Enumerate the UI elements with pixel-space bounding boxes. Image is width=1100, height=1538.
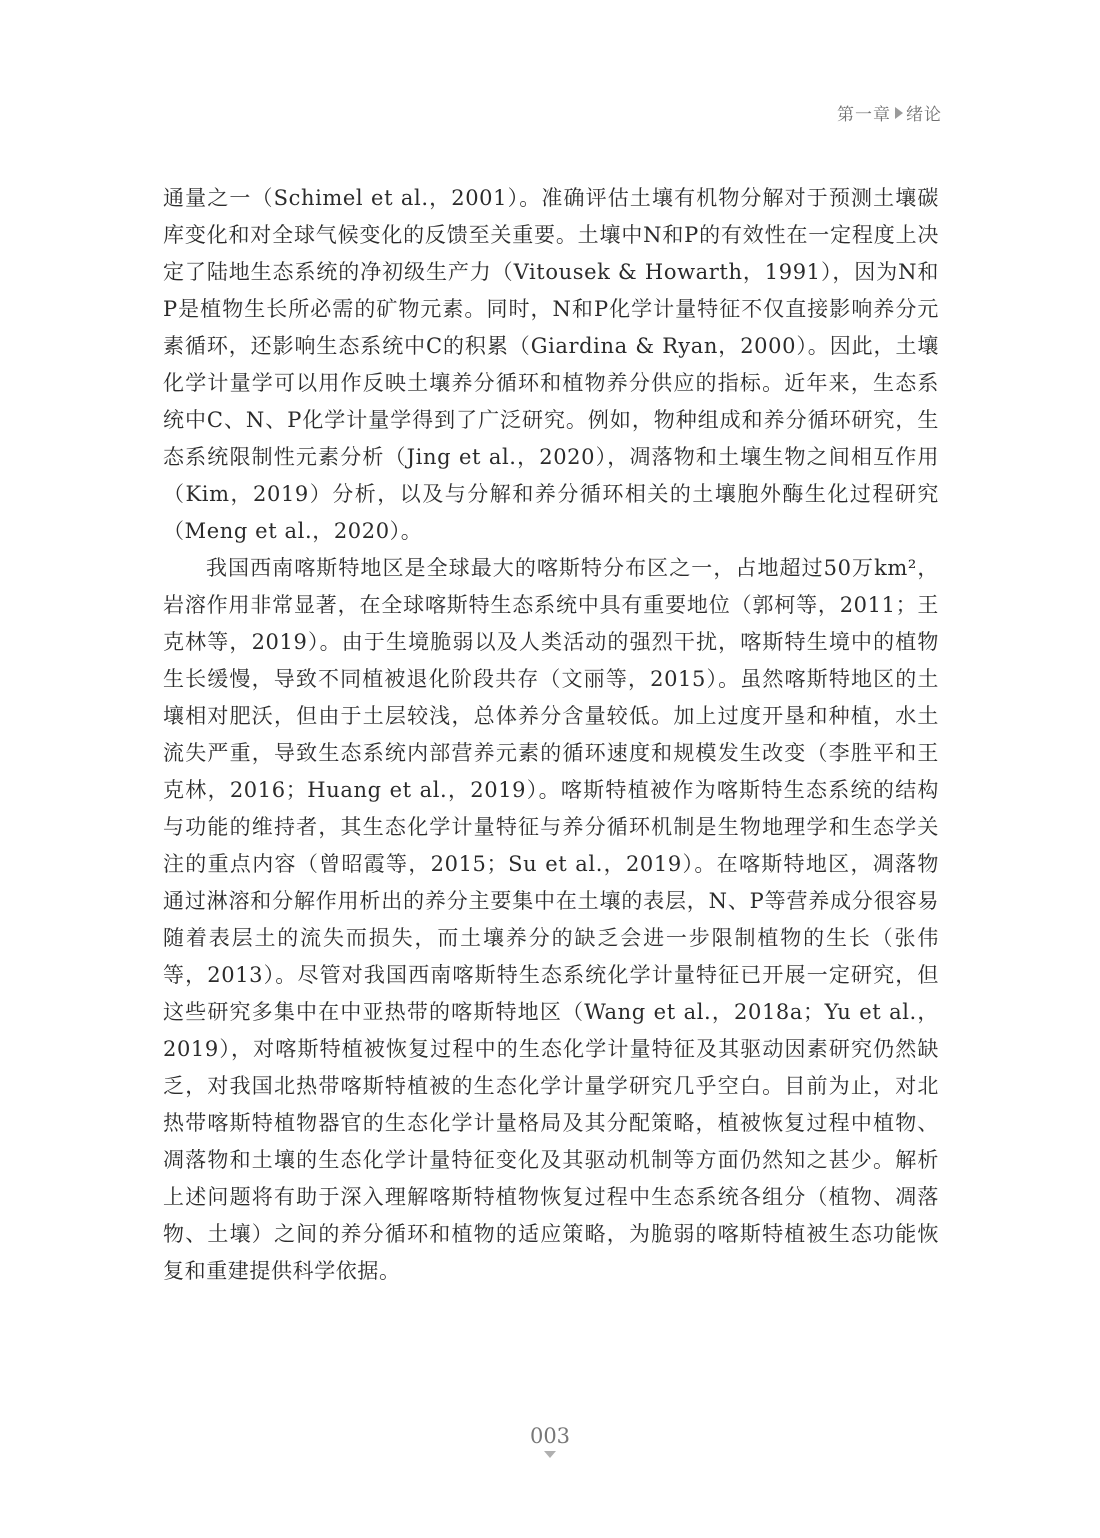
page-number: 003 [529, 1424, 571, 1448]
triangle-down-icon [544, 1451, 556, 1458]
triangle-right-icon [895, 107, 903, 119]
body-text [163, 180, 939, 1290]
paragraph-2: 我国西南喀斯特地区是全球最大的喀斯特分布区之一，占地超过50万km²，岩溶作用非常显著，在全球喀斯特生态系统中具有重要地位（郭柯等，2011；王克林等，2019）。由于生境脆弱以及人类活动的强烈干扰，喀斯特生境中的植物生长缓慢，导致不同植被退化阶段共存（文丽等，2015）。虽然喀斯特地区的土壤相对肥沃，但由于土层较浅，总体养分含量较低。加上过度开垦和种植，水土流失严重，导致生态系统内部营养元素的循环速度和规模发生改变（李胜平和王克林，2016；Huang et al.，2019）。喀斯特植被作为喀斯特生态系统的结构与功能的维持者，其生态化学计量特征与养分循环机制是生物地理学和生态学关注的重点内容（曾昭霞等，2015；Su et al.，2019）。在喀斯特地区，凋落物通过淋溶和分解作用析出的养分主要集中在土壤的表层，N、P等营养成分很容易随着表层土的流失而损失，而土壤养分的缺乏会进一步限制植物的生长（张伟等，2013）。尽管对我国西南喀斯特生态系统化学计量特征已开展一定研究，但这些研究多集中在中亚热带的喀斯特地区（Wang et al.，2018a；Yu et al.，2019），对喀斯特植被恢复过程中的生态化学计量特征及其驱动因素研究仍然缺乏，对我国北热带喀斯特植被的生态化学计量学研究几乎空白。目前为止，对北热带喀斯特植物器官的生态化学计量格局及其分配策略，植被恢复过程中植物、凋落物和土壤的生态化学计量特征变化及其驱动机制等方面仍然知之甚少。解析上述问题将有助于深入理解喀斯特植物恢复过程中生态系统各组分（植物、凋落物、土壤）之间的养分循环和植物的适应策略，为脆弱的喀斯特植被生态功能恢复和重建提供科学依据。 [163, 556, 939, 1283]
chapter-label: 第一章 [837, 105, 891, 125]
running-header [837, 100, 942, 125]
paragraph-1: 通量之一（Schimel et al.，2001）。准确评估土壤有机物分解对于预测土壤碳库变化和对全球气候变化的反馈至关重要。土壤中N和P的有效性在一定程度上决定了陆地生态系统的净初级生产力（Vitousek & Howarth，1991），因为N和P是植物生长所必需的矿物元素。同时，N和P化学计量特征不仅直接影响养分元素循环，还影响生态系统中C的积累（Giardina & Ryan，2000）。因此，土壤化学计量学可以用作反映土壤养分循环和植物养分供应的指标。近年来，生态系统中C、N、P化学计量学得到了广泛研究。例如，物种组成和养分循环研究，生态系统限制性元素分析（Jing et al.，2020），凋落物和土壤生物之间相互作用（Kim，2019）分析，以及与分解和养分循环相关的土壤胞外酶生化过程研究（Meng et al.，2020）。 [163, 186, 939, 543]
chapter-title: 绪论 [906, 105, 942, 125]
